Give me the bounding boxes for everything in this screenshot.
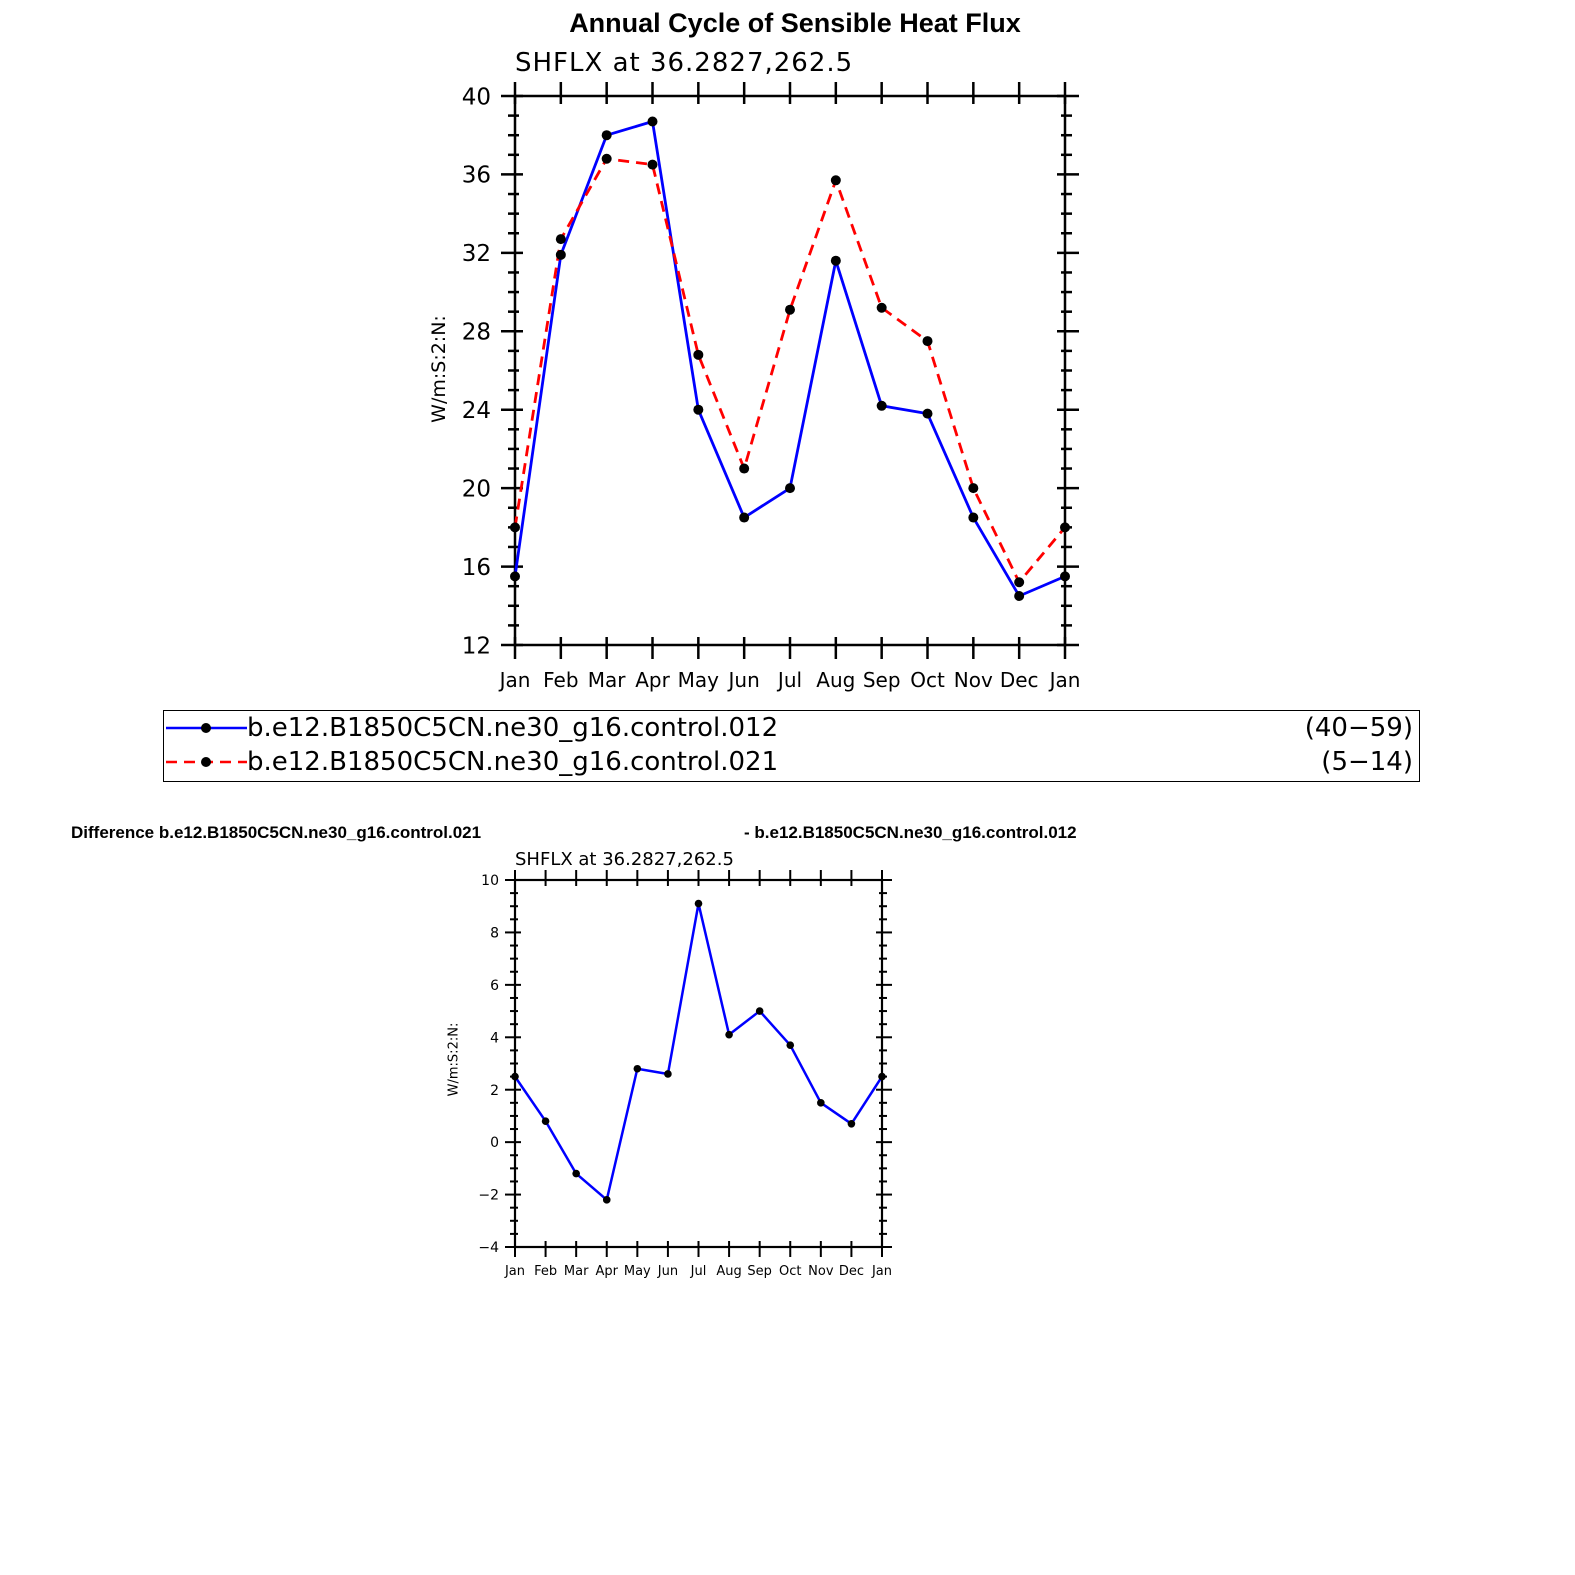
y-tick-label: 0 [490, 1135, 499, 1152]
legend-years-021: (5−14) [1321, 747, 1413, 777]
x-tick-label: Aug [716, 1264, 742, 1279]
series-line-0 [515, 904, 882, 1200]
data-point-0 [664, 1070, 672, 1078]
data-point-0 [542, 1117, 550, 1125]
y-tick-label: 6 [490, 977, 499, 994]
data-point-0 [878, 1073, 886, 1081]
figure-title: Annual Cycle of Sensible Heat Flux [569, 8, 1021, 38]
x-tick-label: Apr [635, 668, 670, 692]
data-point-0 [756, 1007, 764, 1015]
data-point-0 [817, 1099, 825, 1107]
y-tick-label: −2 [478, 1187, 499, 1204]
x-tick-label: Feb [543, 668, 579, 692]
y-tick-label: 24 [461, 397, 491, 424]
y-tick-label: 36 [461, 162, 491, 189]
x-tick-label: Oct [779, 1264, 802, 1279]
legend-years-012: (40−59) [1304, 713, 1413, 743]
data-point-0 [572, 1170, 580, 1178]
y-tick-label: 16 [461, 554, 491, 581]
x-tick-label: Mar [563, 1264, 589, 1279]
y-tick-label: 10 [481, 873, 499, 890]
x-tick-label: Nov [808, 1264, 834, 1279]
data-point-0 [695, 900, 703, 908]
data-point-0 [848, 1120, 856, 1128]
y-tick-label: 8 [490, 925, 499, 942]
x-tick-label: Sep [862, 668, 901, 692]
x-tick-label: Oct [910, 668, 945, 692]
x-tick-label: Dec [999, 668, 1039, 692]
difference-title-right: - b.e12.B1850C5CN.ne30_g16.control.012 [744, 823, 1077, 842]
top-chart-ylabel: W/m:S:2:N: [428, 315, 450, 423]
data-point-0 [725, 1031, 733, 1039]
data-point-0 [634, 1065, 642, 1073]
top-chart-subtitle: SHFLX at 36.2827,262.5 [515, 48, 854, 78]
y-tick-label: 40 [461, 84, 491, 111]
x-tick-label: Jan [871, 1264, 893, 1279]
data-point-0 [786, 1041, 794, 1049]
x-tick-label: Dec [838, 1264, 864, 1279]
x-tick-label: Sep [747, 1264, 772, 1279]
x-tick-label: Mar [587, 668, 626, 692]
x-tick-label: May [677, 668, 720, 692]
x-tick-label: May [623, 1264, 651, 1279]
x-tick-label: Jan [1049, 668, 1081, 692]
x-tick-label: Feb [534, 1264, 558, 1279]
y-tick-label: 32 [461, 241, 491, 268]
y-tick-label: 12 [461, 633, 491, 660]
x-tick-label: Jun [728, 668, 760, 692]
x-tick-label: Jul [690, 1264, 707, 1279]
data-point-0 [603, 1196, 611, 1204]
bottom-chart-ylabel: W/m:S:2:N: [446, 1022, 462, 1097]
y-tick-label: 4 [490, 1030, 499, 1047]
x-tick-label: Jan [504, 1264, 526, 1279]
x-tick-label: Apr [595, 1264, 618, 1279]
x-tick-label: Jun [657, 1264, 679, 1279]
plot-frame [515, 880, 882, 1247]
bottom-chart-subtitle: SHFLX at 36.2827,262.5 [515, 849, 734, 870]
y-tick-label: 20 [461, 476, 491, 503]
difference-title-left: Difference b.e12.B1850C5CN.ne30_g16.control.021 [71, 823, 482, 842]
y-tick-label: 28 [461, 319, 491, 346]
y-tick-label: 2 [490, 1082, 499, 1099]
legend-label-012: b.e12.B1850C5CN.ne30_g16.control.012 [247, 713, 779, 743]
x-tick-label: Nov [953, 668, 993, 692]
x-tick-label: Aug [816, 668, 856, 692]
y-tick-label: −4 [478, 1240, 499, 1257]
legend-label-021: b.e12.B1850C5CN.ne30_g16.control.021 [247, 747, 779, 777]
x-tick-label: Jan [499, 668, 531, 692]
x-tick-label: Jul [777, 668, 803, 692]
data-point-0 [511, 1073, 519, 1081]
